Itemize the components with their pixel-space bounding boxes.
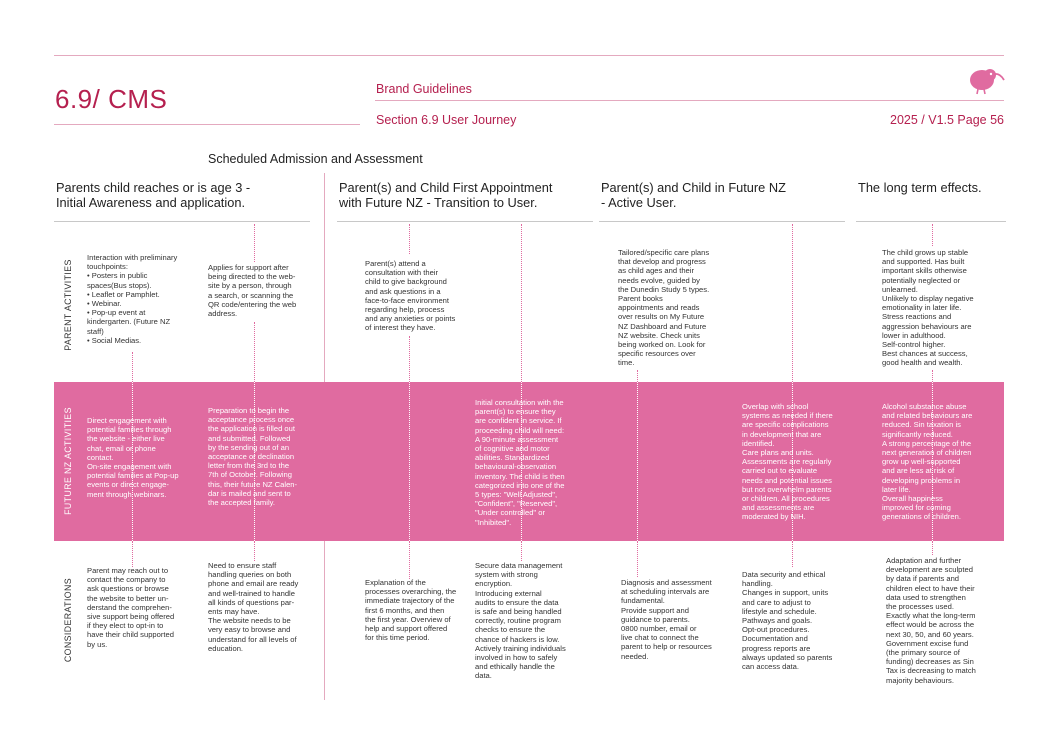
connector xyxy=(521,224,522,382)
section-subtitle: Section 6.9 User Journey xyxy=(376,113,517,127)
connector xyxy=(254,224,255,262)
future-activity-5: Alcohol substance abuse and related behaviours are reduced. Sin taxation is significantly reduced. A strong percentage of the next generation of children grow up well-supported and are less at risk of developing problems in later life. Overall happiness improved for coming generations of children. xyxy=(882,402,973,522)
future-activity-1: Direct engagement with potential families through the website - either live chat, email or phone contact. On-site engagement with potential families at Pop-up events or direct engage- ment through webinars. xyxy=(87,416,179,499)
connector xyxy=(132,352,133,382)
connector xyxy=(409,382,410,541)
consideration-6: Data security and ethical handling. Changes in support, units and care to adjust to lifestyle and schedule. Pathways and goals. Opt-out procedures. Documentation and progress reports are always updated so parents can access data. xyxy=(742,570,833,672)
connector xyxy=(409,541,410,579)
connector xyxy=(792,224,793,382)
row-label-future-nz-activities: FUTURE NZ ACTIVITIES xyxy=(63,407,73,515)
parent-activity-1: Interaction with preliminary touchpoints: • Posters in public spaces(Bus stops). • Leaflet or Pamphlet. • Webinar. • Pop-up event at kindergarten. (Future NZ staff) • Social Medias. xyxy=(87,253,178,345)
future-activity-3: Initial consultation with the parent(s) to ensure they are confident in service. If proceeding child will need: A 90-minute assessment of cognitive and motor abilities. Standardized behavioural-observation inventory. The child is then categorized into one of the 5 types: "Well Adjusted", "Confident", "Reserved", "Under controlled" or "Inhibited". xyxy=(475,398,565,527)
connector xyxy=(521,541,522,561)
title-underline xyxy=(54,124,360,125)
connector xyxy=(932,370,933,382)
connector xyxy=(409,336,410,382)
stage-4-rule xyxy=(856,221,1006,222)
stage-3-title: Parent(s) and Child in Future NZ - Active User. xyxy=(601,180,786,210)
consideration-7: Adaptation and further development are sculpted by data if parents and children elect to have their data used to strengthen the processes used. Exactly what the long-term effect would be across the next 30, 50, and 60 years. Government excise fund (the primary source of funding) decreases as Sin Tax is decreasing to match majority behaviours. xyxy=(886,556,976,685)
future-activity-2: Preparation to begin the acceptance process once the application is filled out and submitted. Followed by the sending out of an acceptance or declination letter from the 3rd to the 7th of October. Following this, their future NZ Calen- dar is mailed and sent to the accepted family. xyxy=(208,406,298,508)
row-label-considerations: CONSIDERATIONS xyxy=(63,577,73,663)
connector xyxy=(932,541,933,555)
consideration-3: Explanation of the processes overarching, the immediate trajectory of the first 6 months, and then the first year. Overview of help and support offered for this time period. xyxy=(365,578,457,643)
parent-activity-4: Tailored/specific care plans that develop and progress as child ages and their needs evolve, guided by the Dunedin Study 5 types. Parent books appointments and reads over results on My Future NZ Dashboard and Future NZ website. Check units being worked on. Look for specific resources over time. xyxy=(618,248,710,368)
kiwi-bird-icon xyxy=(966,64,1006,96)
connector xyxy=(637,382,638,541)
journey-title: Scheduled Admission and Assessment xyxy=(208,152,423,166)
future-activity-4: Overlap with school systems as needed if there are specific complications in development that are identified. Care plans and units. Assessments are regularly carried out to evaluate needs and potential issues but not overwhelm parents or children. All procedures and assessments are moderated by NIH. xyxy=(742,402,833,522)
parent-activity-3: Parent(s) attend a consultation with their child to give background and ask questions in a face-to-face environment regarding help, process and any anxieties or points of interest they have. xyxy=(365,259,456,333)
stage-2-rule xyxy=(337,221,593,222)
consideration-1: Parent may reach out to contact the company to ask questions or browse the website to better un- derstand the comprehen- sive support being offered if they elect to opt-in to have their child supported by us. xyxy=(87,566,175,649)
stage-1-rule xyxy=(54,221,310,222)
connector xyxy=(637,541,638,577)
row-label-parent-activities: PARENT ACTIVITIES xyxy=(63,259,73,351)
doc-title-rule xyxy=(375,100,1004,101)
consideration-5: Diagnosis and assessment at scheduling intervals are fundamental. Provide support and guidance to parents. 0800 number, email or live chat to connect the parent to help or resources needed. xyxy=(621,578,712,661)
connector xyxy=(254,322,255,382)
doc-title: Brand Guidelines xyxy=(376,82,472,96)
parent-activity-5: The child grows up stable and supported. Has built important skills otherwise potentially neglected or unlearned. Unlikely to display negative emotionality in later life. Stress reactions and aggression behaviours are lower in adulthood. Self-control higher. Best chances at success, good health and wealth. xyxy=(882,248,974,368)
connector xyxy=(132,541,133,567)
connector xyxy=(637,370,638,382)
connector xyxy=(254,541,255,561)
connector xyxy=(792,541,793,567)
stage-2-title: Parent(s) and Child First Appointment with Future NZ - Transition to User. xyxy=(339,180,553,210)
page-title: 6.9/ CMS xyxy=(55,84,168,114)
header-top-rule xyxy=(54,55,1004,56)
consideration-2: Need to ensure staff handling queries on both phone and email are ready and well-trained to handle all kinds of questions par- ents may have. The website needs to be very easy to browse and understand for all levels of education. xyxy=(208,561,299,653)
consideration-4: Secure data management system with strong encryption. Introducing external audits to ensure the data is safe and being handled correctly, routine program checks to ensure the chance of hackers is low. Actively training individuals involved in how to safely and ethically handle the data. xyxy=(475,561,566,681)
stage-1-title: Parents child reaches or is age 3 - Initial Awareness and application. xyxy=(56,180,251,210)
stage-4-title: The long term effects. xyxy=(858,180,982,195)
parent-activity-2: Applies for support after being directed to the web- site by a person, through a search, or scanning the QR code/entering the web address. xyxy=(208,263,297,319)
connector xyxy=(932,224,933,246)
version-page-label: 2025 / V1.5 Page 56 xyxy=(890,113,1004,127)
connector xyxy=(409,224,410,254)
stage-3-rule xyxy=(599,221,845,222)
